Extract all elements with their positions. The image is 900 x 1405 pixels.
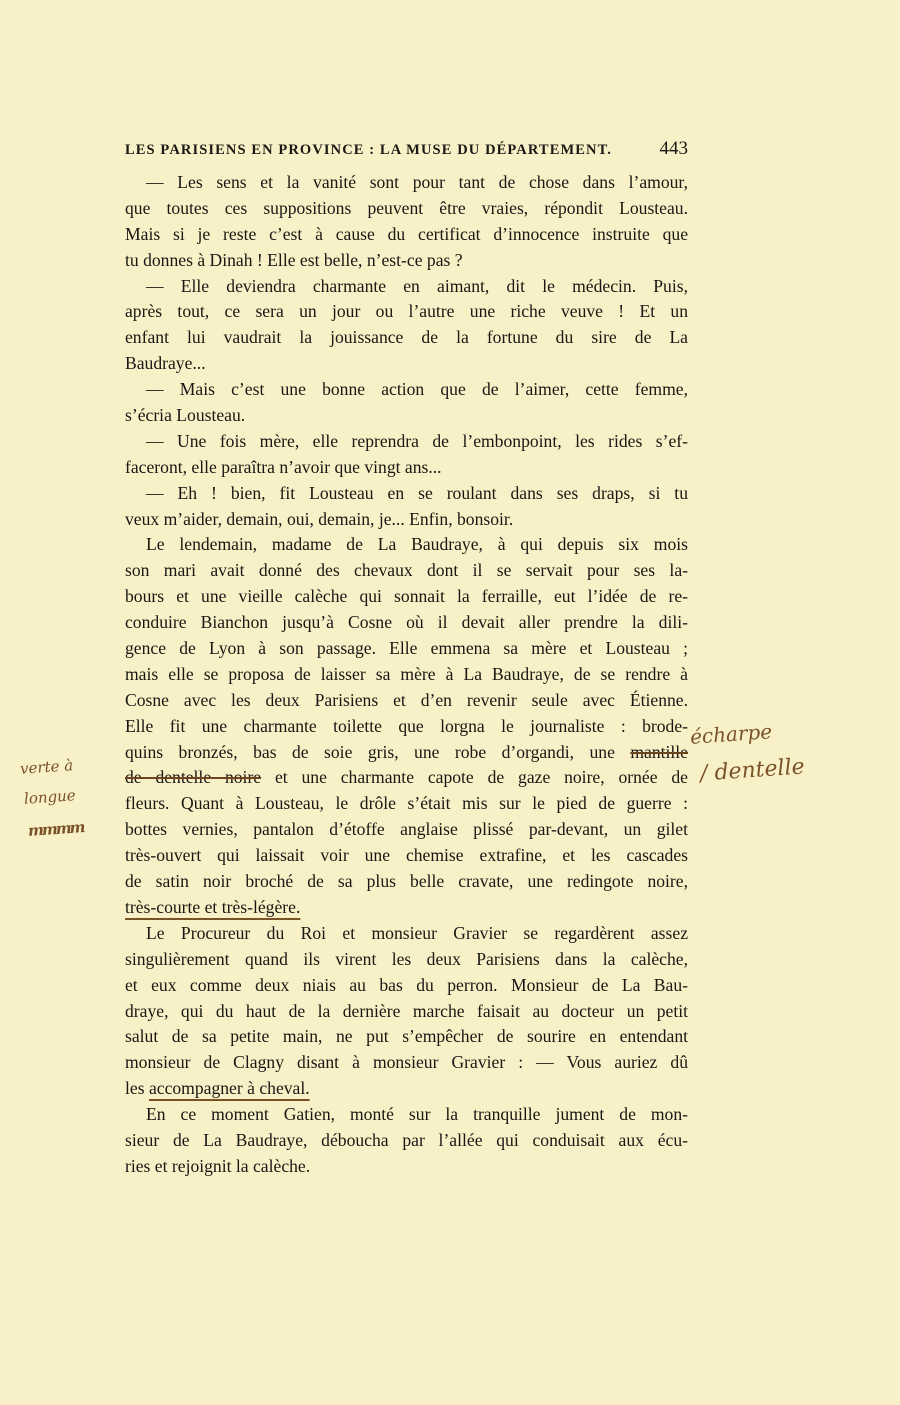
text-line bbox=[125, 740, 688, 766]
text-line bbox=[125, 274, 688, 300]
text-line bbox=[125, 248, 688, 274]
text-segment: Elle fit une charmante toilette que lorgna le journaliste : brode- bbox=[125, 715, 688, 736]
text-line bbox=[125, 1076, 688, 1102]
text-segment: — Elle deviendra charmante en aimant, dit le médecin. Puis, bbox=[146, 275, 688, 296]
text-line bbox=[125, 455, 688, 481]
text-segment: de satin noir broché de sa plus belle cravate, une redingote noire, bbox=[125, 871, 688, 892]
text-segment: enfant lui vaudrait la jouissance de la fortune du sire de La bbox=[125, 327, 688, 348]
text-segment: et eux comme deux niais au bas du perron. Monsieur de La Bau- bbox=[125, 974, 688, 995]
text-line bbox=[125, 170, 688, 196]
text-segment: draye, qui du haut de la dernière marche faisait au docteur un petit bbox=[125, 1000, 688, 1021]
text-segment: monsieur de Clagny disant à monsieur Gravier : — Vous auriez dû bbox=[125, 1052, 688, 1073]
text-line bbox=[125, 791, 688, 817]
underlined-text: très-courte et très-légère. bbox=[125, 896, 301, 917]
text-line bbox=[125, 947, 688, 973]
text-segment: sieur de La Baudraye, déboucha par l’allée qui conduisait aux écu- bbox=[125, 1129, 688, 1150]
margin-annotation-dentelle: / dentelle bbox=[699, 754, 806, 787]
text-line bbox=[125, 843, 688, 869]
text-segment: s’écria Lousteau. bbox=[125, 405, 246, 426]
text-line bbox=[125, 377, 688, 403]
text-line bbox=[125, 869, 688, 895]
text-segment: Cosne avec les deux Parisiens et d’en revenir seule avec Étienne. bbox=[125, 689, 688, 710]
text-line bbox=[125, 895, 688, 921]
margin-annotation-echarpe: écharpe bbox=[689, 719, 773, 749]
text-line bbox=[125, 1128, 688, 1154]
text-line bbox=[125, 325, 688, 351]
text-segment: Le lendemain, madame de La Baudraye, à qui depuis six mois bbox=[146, 534, 688, 555]
text-line bbox=[125, 817, 688, 843]
text-segment: — Une fois mère, elle reprendra de l’embonpoint, les rides s’ef- bbox=[146, 430, 688, 451]
text-line bbox=[125, 429, 688, 455]
text-line bbox=[125, 662, 688, 688]
text-line bbox=[125, 1024, 688, 1050]
text-line bbox=[125, 1102, 688, 1128]
text-segment: très-ouvert qui laissait voir une chemise extrafine, et les cascades bbox=[125, 845, 688, 866]
text-line bbox=[125, 921, 688, 947]
text-segment: les bbox=[125, 1078, 149, 1099]
text-segment: faceront, elle paraîtra n’avoir que vingt ans... bbox=[125, 456, 442, 477]
text-segment: fleurs. Quant à Lousteau, le drôle s’était mis sur le pied de guerre : bbox=[125, 793, 688, 814]
text-segment: Baudraye... bbox=[125, 353, 206, 374]
text-segment: son mari avait donné des chevaux dont il se servait pour ses la- bbox=[125, 560, 688, 581]
body-text bbox=[125, 170, 688, 1180]
underlined-text: accompagner à cheval. bbox=[148, 1078, 310, 1099]
text-line bbox=[125, 532, 688, 558]
text-line bbox=[125, 1154, 688, 1180]
text-segment: — Mais c’est une bonne action que de l’aimer, cette femme, bbox=[146, 379, 688, 400]
text-line bbox=[125, 584, 688, 610]
text-line bbox=[125, 610, 688, 636]
text-line bbox=[125, 714, 688, 740]
text-segment: conduire Bianchon jusqu’à Cosne où il devait aller prendre la dili- bbox=[125, 612, 688, 633]
text-line bbox=[125, 636, 688, 662]
text-segment: tu donnes à Dinah ! Elle est belle, n’est-ce pas ? bbox=[125, 249, 463, 270]
text-segment: — Les sens et la vanité sont pour tant de chose dans l’amour, bbox=[146, 172, 688, 192]
text-line bbox=[125, 481, 688, 507]
text-segment: quins bronzés, bas de soie gris, une robe d’organdi, une bbox=[125, 741, 631, 762]
text-segment: bottes vernies, pantalon d’étoffe anglaise plissé par-devant, un gilet bbox=[125, 819, 688, 840]
text-line bbox=[125, 1050, 688, 1076]
text-segment: veux m’aider, demain, oui, demain, je... Enfin, bonsoir. bbox=[125, 508, 514, 529]
text-line bbox=[125, 299, 688, 325]
text-line bbox=[125, 196, 688, 222]
text-segment: après tout, ce sera un jour ou l’autre une riche veuve ! Et un bbox=[125, 301, 688, 322]
text-segment: mais elle se proposa de laisser sa mère à La Baudraye, de se rendre à bbox=[125, 663, 688, 684]
running-header bbox=[125, 138, 688, 164]
text-segment: gence de Lyon à son passage. Elle emmena sa mère et Lousteau ; bbox=[125, 638, 688, 659]
text-line bbox=[125, 222, 688, 248]
text-line bbox=[125, 765, 688, 791]
text-segment: singulièrement quand ils virent les deux Parisiens dans la calèche, bbox=[125, 948, 688, 969]
struck-text: de dentelle noire bbox=[125, 767, 262, 788]
text-segment: que toutes ces suppositions peuvent être vraies, répondit Lousteau. bbox=[125, 197, 688, 218]
text-segment: ries et rejoignit la calèche. bbox=[125, 1155, 311, 1176]
text-line bbox=[125, 351, 688, 377]
margin-annotation-scribble: mmmm bbox=[27, 818, 85, 840]
margin-annotation-verte: verte à bbox=[19, 756, 74, 778]
text-segment: — Eh ! bien, fit Lousteau en se roulant dans ses draps, si tu bbox=[146, 482, 688, 503]
text-segment: En ce moment Gatien, monté sur la tranquille jument de mon- bbox=[146, 1104, 688, 1125]
text-line bbox=[125, 558, 688, 584]
struck-text: mantille bbox=[630, 741, 688, 762]
text-line bbox=[125, 999, 688, 1025]
text-segment: et une charmante capote de gaze noire, ornée de bbox=[261, 767, 688, 788]
text-segment: Le Procureur du Roi et monsieur Gravier se regardèrent assez bbox=[146, 922, 688, 943]
page-number: 443 bbox=[659, 138, 688, 159]
text-segment: Mais si je reste c’est à cause du certificat d’innocence instruite que bbox=[125, 223, 688, 244]
margin-annotation-longue: longue bbox=[23, 786, 77, 808]
text-line bbox=[125, 688, 688, 714]
text-segment: salut de sa petite main, ne put s’empêcher de sourire en entendant bbox=[125, 1026, 688, 1047]
text-line bbox=[125, 507, 688, 533]
running-title: LES PARISIENS EN PROVINCE : LA MUSE DU DÉPARTEMENT. bbox=[125, 142, 613, 158]
text-line bbox=[125, 403, 688, 429]
text-segment: bours et une vieille calèche qui sonnait la ferraille, eut l’idée de re- bbox=[125, 586, 688, 607]
text-line bbox=[125, 973, 688, 999]
